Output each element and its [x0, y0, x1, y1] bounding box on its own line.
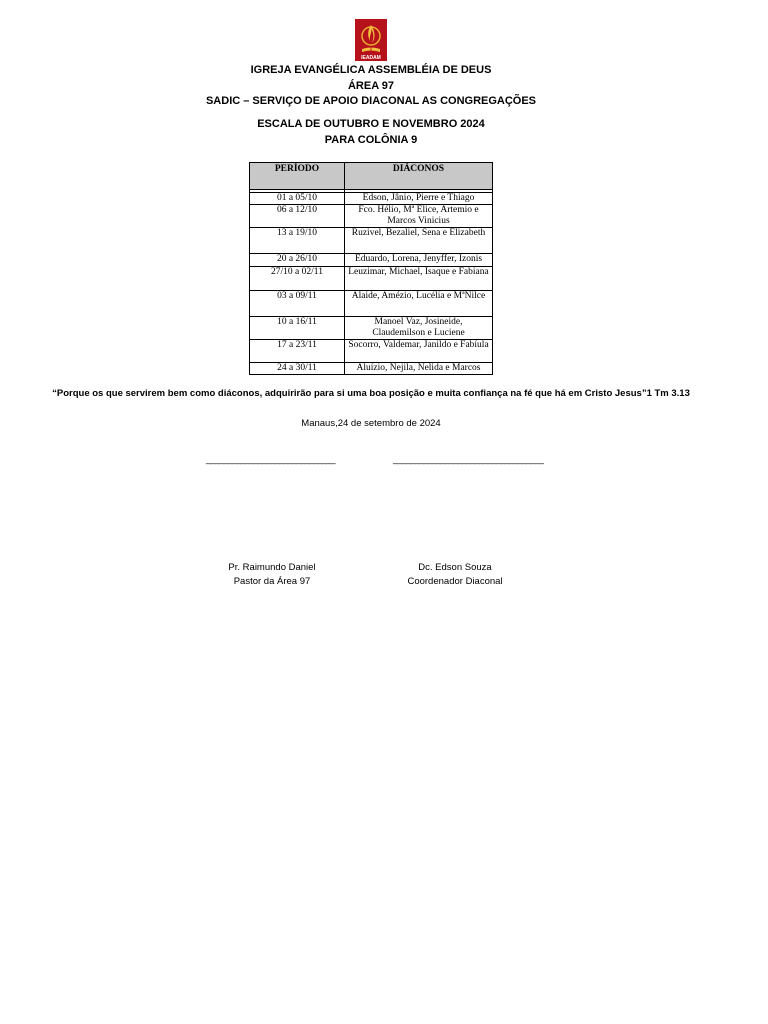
table-row	[250, 340, 493, 363]
period-cell: 13 a 19/10	[250, 228, 345, 254]
signature-line-left: ______________________________	[206, 454, 335, 465]
department-title: SADIC – SERVIÇO DE APOIO DIACONAL AS CONGREGAÇÕES	[205, 95, 537, 107]
signer-left-role: Pastor da Área 97	[233, 576, 311, 587]
period-cell: 24 a 30/11	[250, 363, 345, 375]
deacons-cell: Edson, Jânio, Pierre e Thiago	[345, 193, 493, 205]
period-cell: 20 a 26/10	[250, 254, 345, 267]
table-row	[250, 363, 493, 375]
period-cell: 03 a 09/11	[250, 291, 345, 317]
signature-line-right: ___________________________________	[393, 454, 543, 465]
period-cell: 17 a 23/11	[250, 340, 345, 363]
schedule-table-body	[250, 193, 493, 375]
column-header-deacons: DIÁCONOS	[345, 163, 493, 190]
signer-left-name: Pr. Raimundo Daniel	[228, 562, 316, 573]
schedule-title: ESCALA DE OUTUBRO E NOVEMBRO 2024	[257, 118, 485, 130]
place-and-date: Manaus,24 de setembro de 2024	[301, 418, 441, 429]
table-row	[250, 267, 493, 291]
bible-quote: “Porque os que servirem bem como diáconos, adquirirão para si uma boa posição e muita confiança na fé que há em Cristo Jesus”1 Tm 3.13	[52, 388, 690, 399]
deacons-cell: Aluízio, Nejila, Nelida e Marcos	[345, 363, 493, 375]
area-title: ÁREA 97	[347, 80, 395, 92]
schedule-table	[249, 162, 493, 375]
table-row	[250, 205, 493, 228]
svg-text:IEADAM: IEADAM	[361, 55, 381, 61]
period-cell: 01 a 05/10	[250, 193, 345, 205]
table-row	[250, 317, 493, 340]
flame-bible-icon	[355, 19, 387, 61]
table-row	[250, 193, 493, 205]
church-logo	[355, 19, 387, 61]
deacons-cell: Manoel Vaz, Josineide, Claudemilson e Luciene	[345, 317, 493, 340]
column-header-period: PERÍODO	[250, 163, 345, 190]
table-row	[250, 254, 493, 267]
deacons-cell: Socorro, Valdemar, Janildo e Fabíula	[345, 340, 493, 363]
signer-right-name: Dc. Edson Souza	[418, 562, 492, 573]
table-row	[250, 291, 493, 317]
period-cell: 27/10 a 02/11	[250, 267, 345, 291]
deacons-cell: Ruzivel, Bezaliel, Sena e Elizabeth	[345, 228, 493, 254]
table-header-row	[250, 163, 493, 190]
deacons-cell: Fco. Hélio, Mª Elice, Artemio e Marcos Vinicius	[345, 205, 493, 228]
deacons-cell: Alaide, Amézio, Lucélia e MªNilce	[345, 291, 493, 317]
deacons-cell: Eduardo, Lorena, Jenyffer, Izonis	[345, 254, 493, 267]
schedule-subtitle: PARA COLÔNIA 9	[324, 134, 418, 146]
period-cell: 06 a 12/10	[250, 205, 345, 228]
church-name: IGREJA EVANGÉLICA ASSEMBLÉIA DE DEUS	[250, 64, 492, 76]
period-cell: 10 a 16/11	[250, 317, 345, 340]
table-row	[250, 228, 493, 254]
deacons-cell: Leuzimar, Michael, Isaque e Fabiana	[345, 267, 493, 291]
signer-right-role: Coordenador Diaconal	[407, 576, 503, 587]
